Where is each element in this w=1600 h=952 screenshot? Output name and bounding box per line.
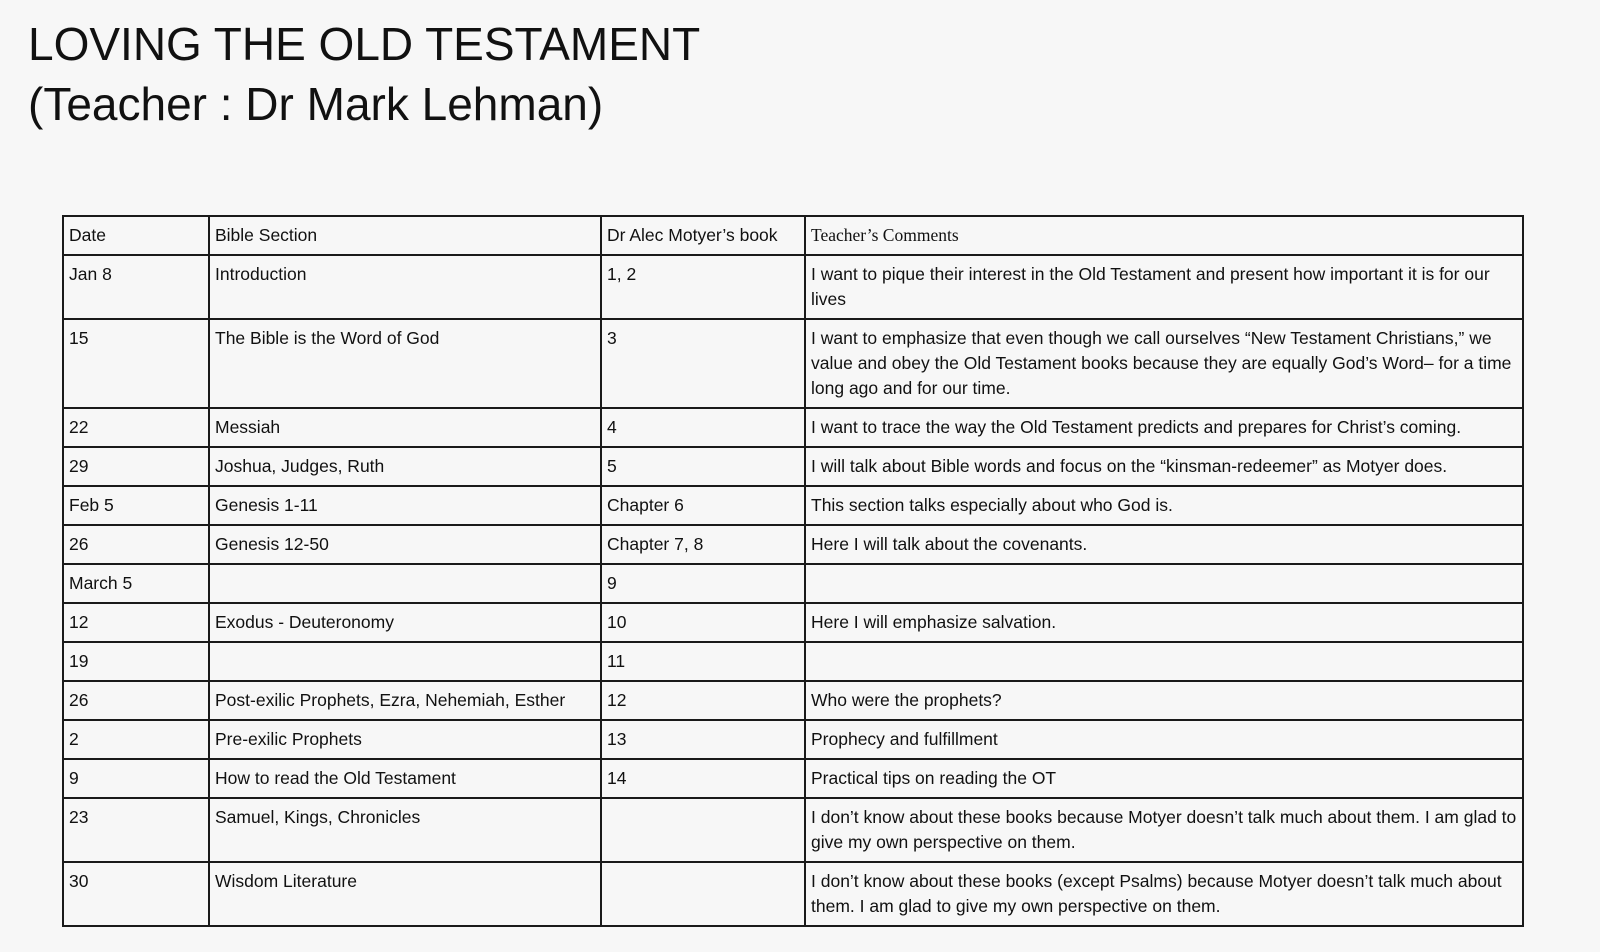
date-cell: 26 [63,681,209,720]
table-row [63,681,1523,720]
table-header-row [63,216,1523,255]
teacher-comment-cell: Prophecy and fulfillment [805,720,1523,759]
table-row [63,759,1523,798]
teacher-comment-cell: I want to trace the way the Old Testament predicts and prepares for Christ’s coming. [805,408,1523,447]
date-cell: Feb 5 [63,486,209,525]
teacher-comment-cell: I will talk about Bible words and focus on the “kinsman-redeemer” as Motyer does. [805,447,1523,486]
bible-section-cell: Introduction [209,255,601,319]
table-row [63,564,1523,603]
bible-section-cell: Messiah [209,408,601,447]
book-chapter-cell: Chapter 7, 8 [601,525,805,564]
book-chapter-cell: 5 [601,447,805,486]
date-cell: 26 [63,525,209,564]
table-row [63,319,1523,408]
teacher-comment-cell: I want to emphasize that even though we call ourselves “New Testament Christians,” we value and obey the Old Testament books because they are equally God’s Word– for a time long ago and for our time. [805,319,1523,408]
bible-section-cell: Exodus - Deuteronomy [209,603,601,642]
page-title: LOVING THE OLD TESTAMENT [28,18,701,70]
bible-section-cell: Joshua, Judges, Ruth [209,447,601,486]
teacher-comment-cell: This section talks especially about who God is. [805,486,1523,525]
book-chapter-cell: 13 [601,720,805,759]
date-cell: 15 [63,319,209,408]
bible-section-cell: The Bible is the Word of God [209,319,601,408]
book-chapter-cell: 12 [601,681,805,720]
book-chapter-cell: Chapter 6 [601,486,805,525]
book-chapter-cell [601,798,805,862]
column-header-teacher-comments: Teacher’s Comments [805,216,1523,255]
bible-section-cell: Samuel, Kings, Chronicles [209,798,601,862]
table-row [63,862,1523,926]
table-row [63,447,1523,486]
book-chapter-cell: 1, 2 [601,255,805,319]
table-row [63,255,1523,319]
book-chapter-cell: 10 [601,603,805,642]
date-cell: Jan 8 [63,255,209,319]
table-row [63,642,1523,681]
date-cell: 9 [63,759,209,798]
book-chapter-cell [601,862,805,926]
table-row [63,720,1523,759]
schedule-table [62,215,1524,927]
column-header-bible-section: Bible Section [209,216,601,255]
teacher-comment-cell: Who were the prophets? [805,681,1523,720]
bible-section-cell: Post-exilic Prophets, Ezra, Nehemiah, Esther [209,681,601,720]
bible-section-cell [209,564,601,603]
bible-section-cell: Pre-exilic Prophets [209,720,601,759]
teacher-comment-cell: Here I will talk about the covenants. [805,525,1523,564]
book-chapter-cell: 3 [601,319,805,408]
page-subtitle: (Teacher : Dr Mark Lehman) [28,78,604,130]
table-row [63,525,1523,564]
column-header-date: Date [63,216,209,255]
teacher-comment-cell [805,642,1523,681]
teacher-comment-cell [805,564,1523,603]
book-chapter-cell: 11 [601,642,805,681]
column-header-motyer-book: Dr Alec Motyer’s book [601,216,805,255]
date-cell: 30 [63,862,209,926]
title-block [28,14,700,134]
table-row [63,408,1523,447]
teacher-comment-cell: I want to pique their interest in the Old Testament and present how important it is for our lives [805,255,1523,319]
bible-section-cell [209,642,601,681]
date-cell: 22 [63,408,209,447]
schedule-body [63,255,1523,926]
date-cell: 19 [63,642,209,681]
teacher-comment-cell: Here I will emphasize salvation. [805,603,1523,642]
bible-section-cell: Genesis 1-11 [209,486,601,525]
teacher-comment-cell: I don’t know about these books because Motyer doesn’t talk much about them. I am glad to give my own perspective on them. [805,798,1523,862]
date-cell: March 5 [63,564,209,603]
table-row [63,486,1523,525]
bible-section-cell: Genesis 12-50 [209,525,601,564]
date-cell: 23 [63,798,209,862]
book-chapter-cell: 14 [601,759,805,798]
bible-section-cell: How to read the Old Testament [209,759,601,798]
teacher-comment-cell: I don’t know about these books (except Psalms) because Motyer doesn’t talk much about them. I am glad to give my own perspective on them. [805,862,1523,926]
book-chapter-cell: 4 [601,408,805,447]
book-chapter-cell: 9 [601,564,805,603]
date-cell: 12 [63,603,209,642]
bible-section-cell: Wisdom Literature [209,862,601,926]
teacher-comment-cell: Practical tips on reading the OT [805,759,1523,798]
date-cell: 2 [63,720,209,759]
date-cell: 29 [63,447,209,486]
table-row [63,798,1523,862]
table-row [63,603,1523,642]
